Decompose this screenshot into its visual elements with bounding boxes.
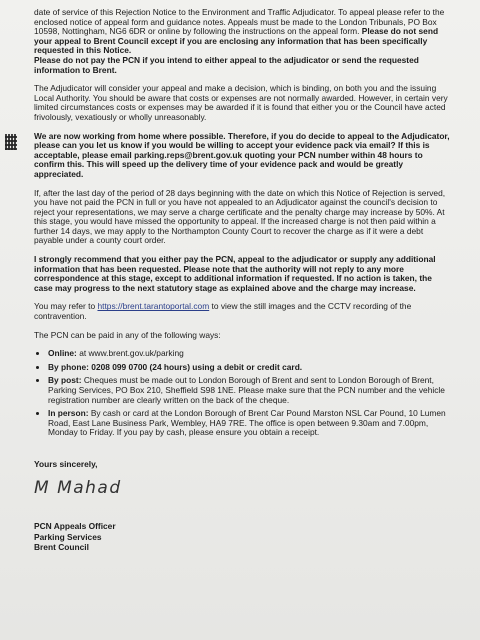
payment-methods-list	[34, 349, 452, 438]
payment-online-item: • Online: at www.brent.gov.uk/parking	[48, 349, 452, 359]
qr-code-icon	[5, 134, 17, 150]
payment-phone-item: • By phone: 0208 099 0700 (24 hours) using a debit or credit card.	[48, 363, 452, 373]
signatory-department: Parking Services	[34, 531, 102, 542]
signatory-organisation: Brent Council	[34, 541, 89, 552]
taranto-portal-link[interactable]: https://brent.tarantoportal.com	[97, 301, 210, 312]
adjudicator-paragraph: The Adjudicator will consider your appeal and make a decision, which is binding, on both you and the issuing Local Authority. You should be aware that costs or expenses are not normally awarded. However, in certain very limited circumstances costs or expenses may be awarded if it is found that either you or the Council have acted frivolously, vexatiously or wholly unreasonably.	[34, 83, 448, 122]
handwritten-signature: M Mahad	[34, 477, 122, 498]
charge-certificate-paragraph: If, after the last day of the period of 28 days beginning with the date on which this Notice of Rejection is served, you have not paid the PCN in full or you have not appealed to an Adjudicator against the council's decision to reject your representations, we may serve a charge certificate and the penalty charge may increase by 50%. At this stage, you would have missed the opportunity to appeal. If the increased charge is not then paid within a further 14 days, we may apply to the Northampton County Court to recover the charge as if it were a debt payable under a county court order.	[34, 187, 446, 246]
payment-post-item: • By post: Cheques must be made out to London Borough of Brent and sent to London Borough of Brent, Parking Services, PO Box 210, Sheffield S98 1NE. Please make sure that the PCN number and the vehicle registration number are clearly written on the back of the cheque.	[48, 376, 452, 405]
do-not-send-warning: Please do not send your appeal to Brent Council except if you are enclosing any information that has been specifically requested in this Notice.	[34, 26, 439, 56]
signatory-block	[34, 521, 452, 552]
payment-in-person-item: • In person: By cash or card at the London Borough of Brent Car Pound Marston NSL Car Pound, 10 Lumen Road, East Lane Business Park, Wembley, HA9 7RE. The office is open between 9.30am and 7.00pm, Monday to Friday. If you pay by cash, please ensure you obtain a receipt.	[48, 409, 452, 438]
appeal-instructions-paragraph: date of service of this Rejection Notice to the Environment and Traffic Adjudicator. To appeal please refer to the enclosed notice of appeal form and guidance notes. Appeals must be made to the London Tribunals, PO Box 10598, Nottingham, NG6 6DR or online by following the instructions on the appeal form. Please do not send your appeal to Brent Council except if you are enclosing any information that has been specifically requested in this Notice. Please do not pay the PCN if you intend to either appeal to the adjudicator or send the requested information to Brent.	[34, 7, 445, 75]
do-not-pay-warning: Please do not pay the PCN if you intend to either appeal to the adjudicator or send the requested information to Brent.	[34, 54, 419, 75]
letter-body	[34, 8, 452, 552]
working-from-home-paragraph: We are now working from home where possible. Therefore, if you do decide to appeal to the Adjudicator, please can you let us know if you would be willing to accept your evidence pack via email? If this is acceptable, please email parking.reps@brent.gov.uk quoting your PCN number within 48 hours to confirm this. This will speed up the delivery time of your evidence pack and would be greatly appreciated.	[34, 130, 450, 179]
recommendation-paragraph: I strongly recommend that you either pay the PCN, appeal to the adjudicator or supply any additional information that has been requested. Please note that the authority will not reply to any more correspondence at this stage, except to additional information if requested. If no action is taken, the case may progress to the next statutory stage as explained above and the charge may increase.	[34, 254, 436, 293]
payment-intro: The PCN can be paid in any of the following ways:	[34, 329, 221, 340]
signatory-role: PCN Appeals Officer	[34, 521, 116, 532]
cctv-paragraph: You may refer to https://brent.tarantoportal.com to view the still images and the CCTV recording of the contravention.	[34, 301, 412, 322]
valediction: Yours sincerely,	[34, 458, 98, 469]
